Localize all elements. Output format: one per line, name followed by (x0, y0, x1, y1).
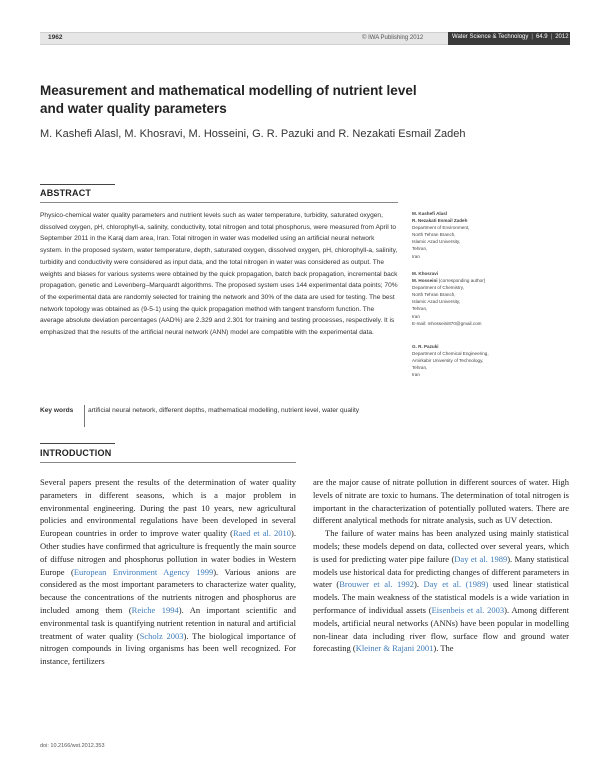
citation-link[interactable]: Day et al. 1989 (454, 553, 508, 564)
affiliation-3 (412, 343, 542, 378)
doi: doi: 10.2166/wst.2012.353 (40, 743, 105, 749)
affiliation-1-names: M. Kashefi Alasl R. Nezakati Esmail Zadeh (412, 211, 468, 224)
affiliation-2-names: M. Khosravi M. Hosseini (412, 271, 439, 284)
intro-rule (40, 443, 115, 444)
text-run: ). The biological importance of nitrogen compounds in living organisms has been well recognized. For instance, fertilizers (40, 630, 296, 667)
citation-link[interactable]: Scholz 2003 (139, 630, 184, 641)
keywords-label: Key words (40, 407, 74, 414)
abstract-divider (40, 202, 398, 203)
intro-divider (40, 462, 296, 463)
citation-link[interactable]: Reiche 1994 (131, 604, 179, 615)
intro-paragraph-3 (313, 527, 569, 655)
journal-volume: 64.9 (535, 34, 548, 40)
keywords-block (40, 405, 398, 427)
author-list: M. Kashefi Alasl, M. Khosravi, M. Hosseini, G. R. Pazuki and R. Nezakati Esmail Zadeh (40, 128, 466, 140)
text-run: ). Among different models, artificial neural networks (ANNs) have been popular in modelling non-linear data including river flow, surface flow and ground water forecasting ( (313, 604, 569, 654)
text-run: ). Many statistical models use historical data for predicting changes of different parameters in water ( (313, 553, 569, 590)
citation-link[interactable]: Kleiner & Rajani 2001 (355, 643, 434, 654)
journal-year: 2012 (555, 34, 569, 40)
affiliation-3-names: G. R. Pazuki (412, 344, 439, 349)
intro-column-1 (40, 476, 296, 668)
abstract-rule (40, 184, 115, 185)
citation-link[interactable]: Day et al. (1989) (423, 579, 489, 590)
intro-column-2 (313, 476, 569, 655)
citation-link[interactable]: Raed et al. 2010 (233, 528, 292, 539)
running-header (40, 32, 570, 45)
affiliation-1-address: Department of Environment, North Tehran Branch, Islamic Azad University, Tehran, Iran (412, 225, 470, 259)
text-run: ). (414, 579, 424, 590)
text-run: used linear statistical models. The main weakness of the statistical models is a wide variation in performance of individual assets ( (313, 579, 569, 615)
intro-paragraph-2: are the major cause of nitrate pollution in different sources of water. High levels of nitrate are toxic to humans. The determination of total nitrogen is important in the characterization of potentially polluted waters. There are different analytical methods for nitrate analysis, such as UV detection. (313, 477, 569, 526)
page-number: 1962 (48, 34, 63, 41)
intro-paragraph-1 (40, 476, 296, 668)
citation-link[interactable]: Brouwer et al. 1992 (339, 579, 414, 590)
citation-link[interactable]: European Environment Agency 1999 (73, 566, 214, 577)
affiliation-2-address: Department of Chemistry, North Tehran Branch, Islamic Azad University, Tehran, Iran E-mail: mhosseini870@gmail.com (412, 285, 482, 326)
text-run: ). An important scientific and environmental task is quantifying nutrient retention in natural and artificial treatment of water quality ( (40, 604, 296, 641)
abstract-text: Physico-chemical water quality parameters and nutrient levels such as water temperature, turbidity, saturated oxygen, dissolved oxygen, pH, chlorophyll-a, salinity, conductivity, total nitrogen and total phosphorus, were measured from April to September 2011 in the Karaj dam area, Iran. Total nitrogen in water was modelled using an artificial neural network system. In the proposed system, water temperature, depth, saturated oxygen, dissolved oxygen, pH, chlorophyll-a, salinity, turbidity and conductivity were considered as input data, and the total nitrogen in water was considered as output. The weights and biases for various systems were obtained by the quick propagation, batch back propagation, incremental back propagation, genetic and Levenberg–Marquardt algorithms. The proposed system uses 144 experimental data points; 70% of the experimental data are randomly selected for training the network and 30% of the data are used for testing. The best network topology was obtained as (9-5-1) using the quick propagation method with tangent transform function. The average absolute deviation percentages (AAD%) are 2.329 and 2.301 for training and testing processes, respectively. It is emphasized that the results of the artificial neural network (ANN) model are compatible with the experimental data. (40, 212, 398, 337)
journal-box: Water Science & Technology | 64.9 | 2012 (448, 32, 570, 45)
affiliation-3-address: Department of Chemical Engineering, Amirkabir University of Technology, Tehran, Iran (412, 351, 489, 378)
text-run: Several papers present the results of the determination of water quality parameters in different seasons, which is a major problem in environmental engineering. During the past 10 years, new agricultural policies and environmental regulations have been developed in several European countries in order to improve water quality ( (40, 477, 296, 539)
abstract-heading: ABSTRACT (40, 188, 92, 198)
introduction-heading: INTRODUCTION (40, 448, 112, 458)
paper-title: Measurement and mathematical modelling of nutrient level and water quality parameters (40, 83, 417, 116)
publisher-credit: © IWA Publishing 2012 (362, 34, 424, 41)
text-run: ). Various anions are considered as the most important parameters to characterize water quality, because the concentrations of the nutrients nitrogen and phosphorus are included among them ( (40, 566, 296, 615)
affiliation-2 (412, 270, 542, 327)
citation-link[interactable]: Eisenbeis et al. 2003 (431, 604, 505, 615)
affiliation-1 (412, 210, 542, 260)
keywords-text: artificial neural network, different depths, mathematical modelling, nutrient level, water quality (88, 407, 360, 414)
text-run: ). Other studies have confirmed that agriculture is frequently the main source of diffuse nitrogen and phosphorus pollution in water bodies in Western Europe ( (40, 528, 297, 577)
text-run: ). The (433, 643, 454, 654)
text-run: The failure of water mains has been analyzed using mainly statistical models; these models depend on data, collected over several years, which is used for predicting water pipe failure ( (313, 528, 569, 564)
affiliation-2-note: (corresponding author) (437, 278, 486, 284)
journal-name: Water Science & Technology (452, 34, 529, 40)
